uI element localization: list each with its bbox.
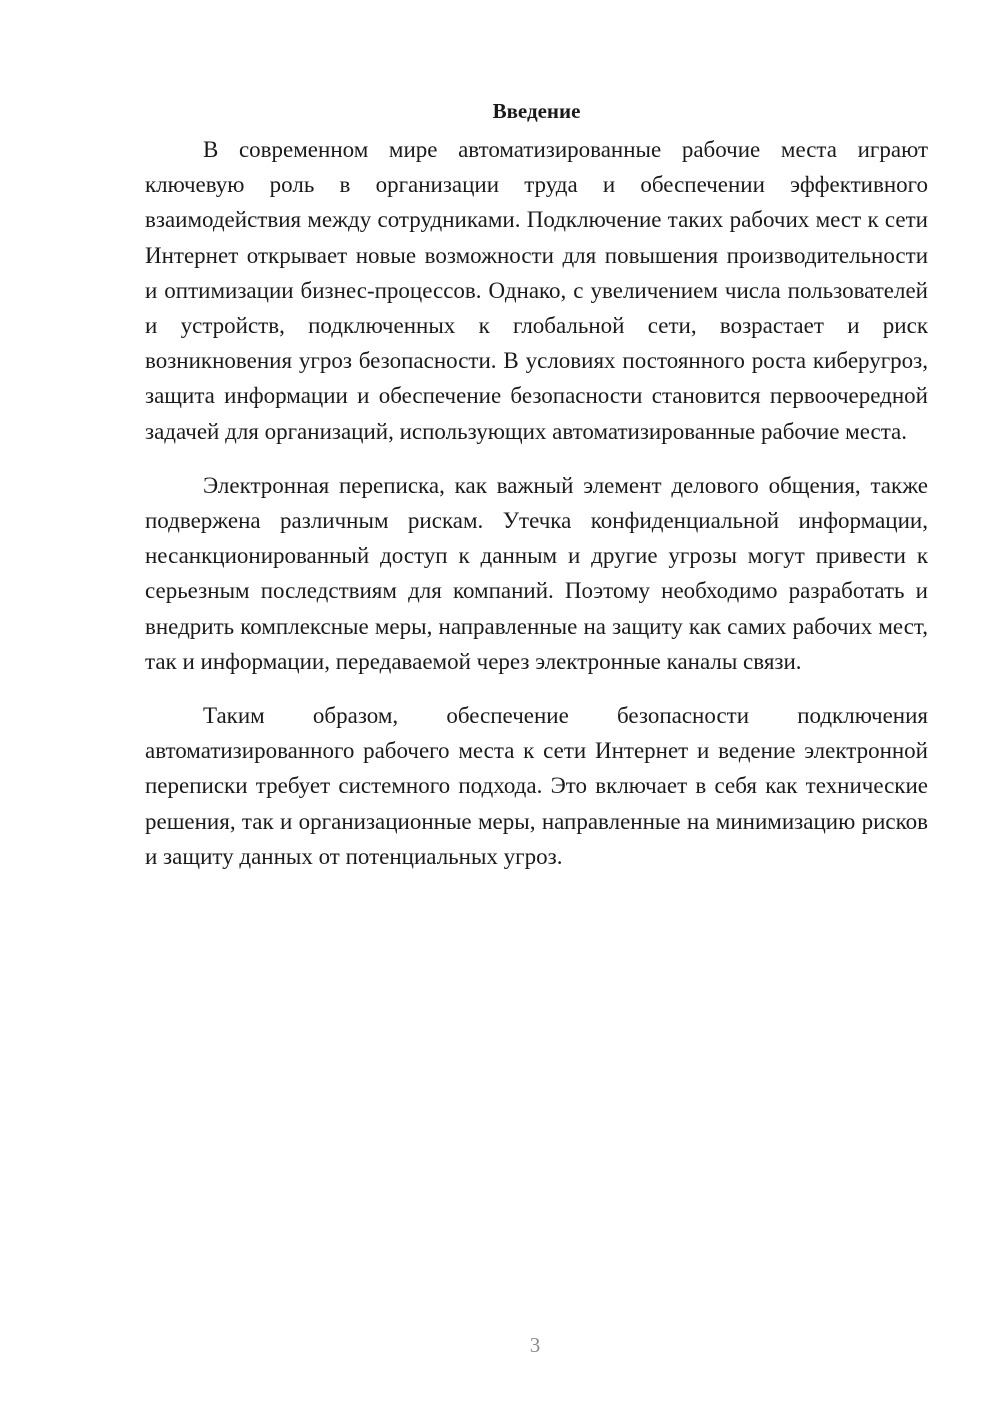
page-content <box>145 96 928 893</box>
paragraph-email-risks: Электронная переписка, как важный элемент делового общения, также подвержена различным рискам. Утечка конфиденциальной информации, несанкционированный доступ к данным и другие угрозы могут привести к серьезным последствиям для компаний. Поэтому необходимо разработать и внедрить комплексные меры, направленные на защиту как самих рабочих мест, так и информации, передаваемой через электронные каналы связи. <box>145 472 928 674</box>
paragraph-intro: В современном мире автоматизированные рабочие места играют ключевую роль в организации труда и обеспечении эффективного взаимодействия между сотрудниками. Подключение таких рабочих мест к сети Интернет открывает новые возможности для повышения производительности и оптимизации бизнес-процессов. Однако, с увеличением числа пользователей и устройств, подключенных к глобальной сети, возрастает и риск возникновения угроз безопасности. В условиях постоянного роста киберугроз, защита информации и обеспечение безопасности становится первоочередной задачей для организаций, использующих автоматизированные рабочие места. <box>145 137 928 444</box>
page-number: 3 <box>529 1333 541 1357</box>
paragraph-conclusion: Таким образом, обеспечение безопасности подключения автоматизированного рабочего места к сети Интернет и ведение электронной переписки требует системного подхода. Это включает в себя как технические решения, так и организационные меры, направленные на минимизацию рисков и защиту данных от потенциальных угроз. <box>145 703 928 869</box>
section-heading: Введение <box>492 99 581 123</box>
